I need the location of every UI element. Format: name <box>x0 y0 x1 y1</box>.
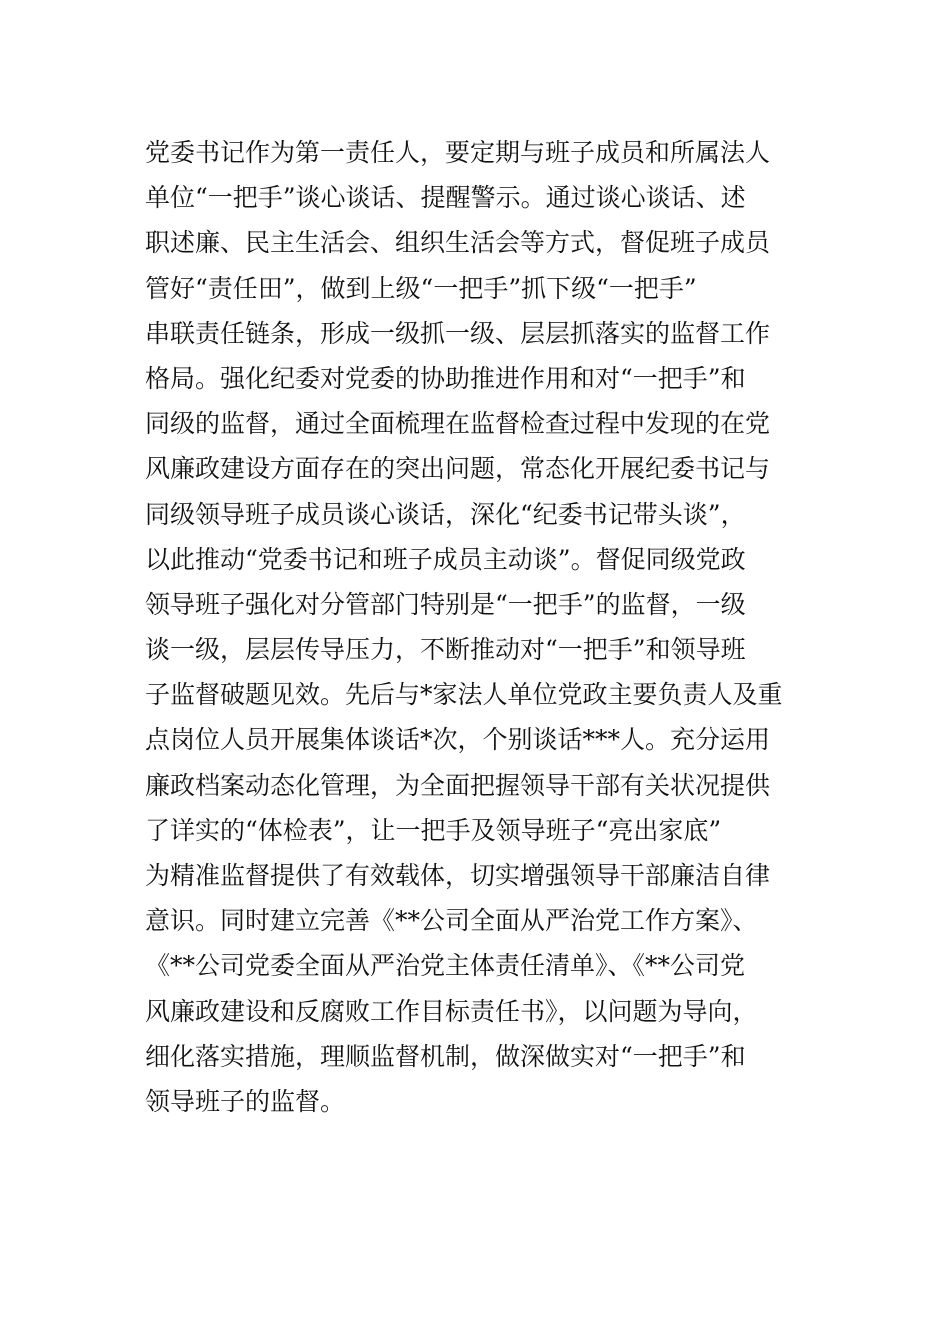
paragraph-line: 单位“一把手”谈心谈话、提醒警示。通过谈心谈话、述 <box>145 183 746 213</box>
paragraph-line: 同级的监督，通过全面梳理在监督检查过程中发现的在党 <box>145 409 771 439</box>
paragraph-line: 意识。同时建立完善《**公司全面从严治党工作方案》、 <box>145 906 758 936</box>
paragraph-line: 同级领导班子成员谈心谈话，深化“纪委书记带头谈”， <box>145 499 746 529</box>
paragraph-line: 为精准监督提供了有效载体，切实增强领导干部廉洁自律 <box>145 861 771 890</box>
paragraph-line: 以此推动“党委书记和班子成员主动谈”。督促同级党政 <box>145 544 746 574</box>
paragraph-line: 细化落实措施，理顺监督机制，做深做实对“一把手”和 <box>145 1041 746 1071</box>
paragraph-line: 风廉政建设方面存在的突出问题，常态化开展纪委书记与 <box>145 454 771 484</box>
paragraph-line: 风廉政建设和反腐败工作目标责任书》，以问题为导向， <box>145 996 758 1026</box>
paragraph-line: 《**公司党委全面从严治党主体责任清单》、《**公司党 <box>145 951 746 981</box>
body-paragraph <box>145 130 825 1124</box>
paragraph-line: 领导班子的监督。 <box>145 1086 346 1116</box>
paragraph-line: 谈一级，层层传导压力，不断推动对“一把手”和领导班 <box>145 635 746 665</box>
paragraph-line: 廉政档案动态化管理，为全面把握领导干部有关状况提供 <box>145 770 771 800</box>
paragraph-line: 格局。强化纪委对党委的协助推进作用和对“一把手”和 <box>145 363 746 393</box>
paragraph-line: 党委书记作为第一责任人，要定期与班子成员和所属法人 <box>145 138 771 167</box>
paragraph-line: 串联责任链条，形成一级抓一级、层层抓落实的监督工作 <box>145 318 771 348</box>
paragraph-line: 领导班子强化对分管部门特别是“一把手”的监督，一级 <box>145 589 746 619</box>
paragraph-line: 职述廉、民主生活会、组织生活会等方式，督促班子成员 <box>145 228 771 258</box>
paragraph-line: 子监督破题见效。先后与*家法人单位党政主要负责人及重 <box>145 680 783 710</box>
paragraph-line: 点岗位人员开展集体谈话*次，个别谈话***人。充分运用 <box>145 725 771 755</box>
paragraph-line: 管好“责任田”，做到上级“一把手”抓下级“一把手” <box>145 273 697 303</box>
paragraph-line: 了详实的“体检表”，让一把手及领导班子“亮出家底” <box>145 815 722 845</box>
